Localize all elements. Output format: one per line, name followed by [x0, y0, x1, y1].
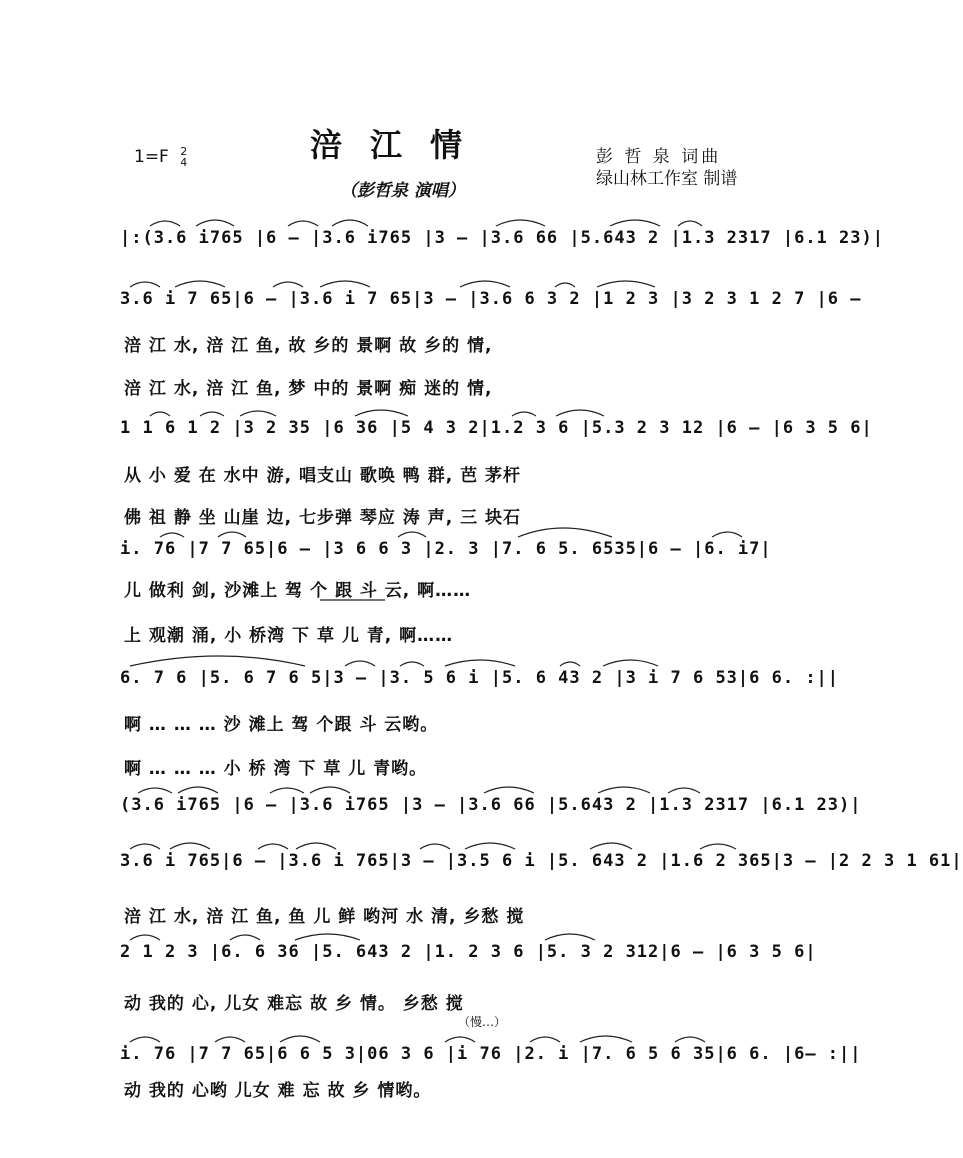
time-bottom: 4 [180, 156, 188, 169]
notation-row-1: |:(3.6 i765 |6 – |3.6 i765 |3 – |3.6 66 |5.643 2 |1.3 2317 |6.1 23)| [120, 228, 884, 248]
lyric-line-8: 啊 … … … 小 桥 湾 下 草 儿 青哟。 [124, 759, 428, 779]
notation-row-3: 1 1 6 1 2 |3 2 35 |6 36 |5 4 3 2|1.2 3 6 |5.3 2 3 12 |6 – |6 3 5 6| [120, 418, 873, 438]
notation-row-2: 3.6 i 7 65|6 – |3.6 i 7 65|3 – |3.6 6 3 2 |1 2 3 |3 2 3 1 2 7 |6 – [120, 289, 862, 309]
time-signature [180, 146, 187, 168]
key-text: 1=F [134, 147, 169, 167]
lyric-line-2: 涪 江 水, 涪 江 鱼, 梦 中的 景啊 痴 迷的 情, [124, 379, 493, 399]
notation-row-7: 3.6 i 765|6 – |3.6 i 765|3 – |3.5 6 i |5. 643 2 |1.6 2 365|3 – |2 2 3 1 61| [120, 851, 963, 871]
lyric-line-3: 从 小 爱 在 水中 游, 唱支山 歌唤 鸭 群, 芭 茅杆 [124, 466, 522, 486]
transcriber-credit: 绿山林工作室 制谱 [596, 169, 738, 189]
lyric-line-5: 儿 做利 剑, 沙滩上 驾 个 跟 斗 云, 啊…… [124, 581, 472, 601]
lyric-line-10: 动 我的 心, 儿女 难忘 故 乡 情。 乡愁 搅 [124, 994, 464, 1014]
lyric-line-1: 涪 江 水, 涪 江 鱼, 故 乡的 景啊 故 乡的 情, [124, 336, 493, 356]
lyric-line-6: 上 观潮 涌, 小 桥湾 下 草 儿 青, 啊…… [124, 626, 454, 646]
lyric-line-4: 佛 祖 静 坐 山崖 边, 七步弹 琴应 涛 声, 三 块石 [124, 508, 522, 528]
tempo-marking: （慢…） [458, 1015, 507, 1029]
notation-row-9: i. 76 |7 7 65|6 6 5 3|06 3 6 |i 76 |2. i |7. 6 5 6 35|6 6. |6– :|| [120, 1044, 862, 1064]
notation-row-4: i. 76 |7 7 65|6 – |3 6 6 3 |2. 3 |7. 6 5. 6535|6 – |6. i7| [120, 539, 772, 559]
time-top: 2 [180, 145, 188, 158]
composer-credit: 彭 哲 泉 词曲 [596, 147, 722, 167]
performer: （彭哲泉 演唱） [340, 181, 465, 201]
lyric-line-11: 动 我的 心哟 儿女 难 忘 故 乡 情哟。 [124, 1081, 432, 1101]
lyric-line-7: 啊 … … … 沙 滩上 驾 个跟 斗 云哟。 [124, 715, 439, 735]
notation-row-6: (3.6 i765 |6 – |3.6 i765 |3 – |3.6 66 |5.643 2 |1.3 2317 |6.1 23)| [120, 795, 862, 815]
notation-row-8: 2 1 2 3 |6. 6 36 |5. 643 2 |1. 2 3 6 |5. 3 2 312|6 – |6 3 5 6| [120, 942, 817, 962]
key-signature [134, 146, 187, 168]
lyric-line-9: 涪 江 水, 涪 江 鱼, 鱼 儿 鲜 哟河 水 清, 乡愁 搅 [124, 907, 525, 927]
song-title: 涪江情 [310, 126, 491, 164]
notation-row-5: 6. 7 6 |5. 6 7 6 5|3 – |3. 5 6 i |5. 6 43 2 |3 i 7 6 53|6 6. :|| [120, 668, 840, 688]
